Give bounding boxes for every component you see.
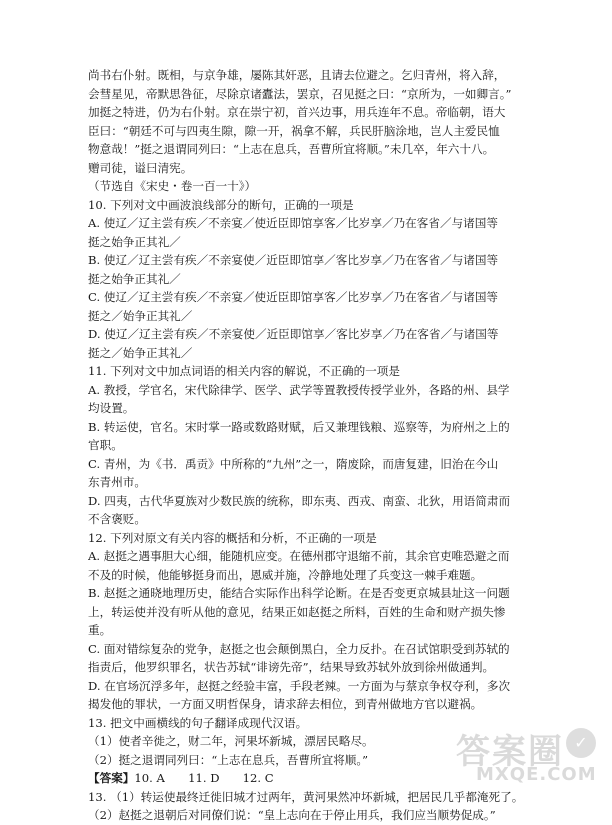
option-b: B. 转运使，官名。宋时掌一路或数路财赋，后又兼理钱粮、巡察等，为府州之上的 — [88, 419, 510, 434]
question-12-stem: 12. 下列对原文有关内容的概括和分析，不正确的一项是 — [88, 530, 377, 545]
option-c-cont: 挺之／始争正其礼／ — [88, 308, 193, 323]
source-note: （节选自《宋史・卷一百一十》） — [88, 179, 257, 193]
option-d: D. 使辽／辽主尝有疾／不亲宴使／近臣即馆享／客比岁享／乃在客省／与诸国等 — [88, 327, 499, 341]
option-a: A. 赵挺之遇事胆大心细，能随机应变。在德州郡守退缩不前，其余官吏唯恐避之而 — [88, 549, 510, 563]
option-c-cont: 指责后，他罗织罪名，状告苏轼“诽谤先帝”，结果导致苏轼外放到徐州做通判。 — [88, 660, 495, 674]
document-body — [88, 66, 528, 825]
answer-13-2: （2）赵挺之退朝后对同僚们说：“皇上志向在于停止用兵，我们应当顺势促成。” — [88, 808, 496, 822]
option-b-cont: 挺之始争正其礼／ — [88, 271, 181, 286]
question-13-item-1: （1）使者辛徙之，财二年，河果坏新城，漂居民略尽。 — [88, 734, 374, 748]
question-13-stem: 13. 把文中画横线的句子翻译成现代汉语。 — [88, 715, 308, 730]
text-line: 臣曰：“朝廷不可与四夷生隙，隙一开，祸拿不解，兵民肝脑涂地，岂人主爱民恤 — [88, 123, 500, 138]
watermark-circle-icon: ✓ — [566, 728, 596, 758]
answer-text: 10. A 11. D 12. C — [134, 771, 274, 785]
option-d: D. 四夷，古代华夏族对少数民族的统称，即东夷、西戎、南蛮、北狄，用语简肃而 — [88, 493, 511, 508]
option-d: D. 在官场沉浮多年，赵挺之经验丰富，手段老辣。一方面为与蔡京争权夺利，多次 — [88, 678, 511, 693]
option-d-cont: 挺之／始争正其礼／ — [88, 345, 193, 360]
watermark-logo — [456, 724, 606, 786]
option-a: A. 使辽／辽主尝有疾／不亲宴／使近臣即馆享客／比岁享／乃在客省／与诸国等 — [88, 216, 498, 230]
question-10-stem: 10. 下列对文中画波浪线部分的断句，正确的一项是 — [88, 197, 354, 212]
option-b-cont: 重。 — [88, 623, 112, 637]
option-b: B. 赵挺之通晓地理历史，能结合实际作出科学论断。在是否变更京城县址这一问题 — [88, 586, 510, 600]
option-a-cont: 挺之始争正其礼／ — [88, 234, 181, 249]
option-b: B. 使辽／辽主尝有疾／不亲宴使／近臣即馆享／客比岁享／乃在客省／与诸国等 — [88, 253, 499, 267]
option-d-cont: 不含褒贬。 — [88, 512, 146, 526]
question-13-item-2: （2）挺之退谓同列曰：“上志在息兵，吾曹所宜将顺。” — [88, 752, 369, 767]
watermark-logo-text: 答案圈 — [456, 732, 564, 772]
option-a-cont: 均设置。 — [88, 401, 135, 415]
option-b-cont: 上，转运使并没有听从他的意见，结果正如赵挺之所料，百姓的生命和财产损失惨 — [88, 604, 506, 619]
text-line: 赠司徒，谥曰清宪。 — [88, 160, 193, 175]
option-a: A. 教授，学官名，宋代除律学、医学、武学等置教授传授学业外，各路的州、县学 — [88, 382, 510, 397]
option-c: C. 面对错综复杂的党争，赵挺之也会颠倒黑白，全力反扑。在召试馆职受到苏轼的 — [88, 641, 510, 656]
option-c: C. 使辽／辽主尝有疾／不亲宴／使近臣即馆享客／比岁享／乃在客省／与诸国等 — [88, 290, 499, 304]
text-line: 会彗星见，帝默思咎征，尽除京诸蠹法，罢京，召见挺之曰：“京所为，一如卿言。” — [88, 86, 512, 101]
answer-13-1: 13. （1）转运使最终迁徙旧城才过两年，黄河果然冲坏新城，把居民几乎都淹死了。 — [88, 789, 524, 804]
option-d-cont: 揭发他的罪状，一方面又明哲保身，请求辞去相位，到青州做地方官以避祸。 — [88, 697, 483, 711]
text-line: 尚书右仆射。既相，与京争雄，屡陈其奸恶，且请去位避之。乞归青州，将入辞， — [88, 68, 506, 82]
answer-label: 【答案】 — [88, 771, 135, 785]
question-11-stem: 11. 下列对文中加点词语的相关内容的解说，不正确的一项是 — [88, 364, 400, 378]
option-c: C. 青州，为《书．禹贡》中所称的“九州”之一，隋废除，而唐复建，旧治在今山 — [88, 456, 499, 471]
option-b-cont: 官职。 — [88, 438, 123, 452]
option-a-cont: 不及的时候，他能够挺身而出，恩威并施，冷静地处理了兵变这一棘手难题。 — [88, 567, 483, 582]
watermark-url: MXQE.COM — [476, 764, 597, 785]
text-line: 加挺之特进，仍为右仆射。京在崇宁初，首兴边事，用兵连年不息。帝临朝，语大 — [88, 105, 506, 119]
option-c-cont: 东青州市。 — [88, 475, 146, 489]
text-line: 物意哉！”挺之退谓同列曰：“上志在息兵，吾曹所宜将顺。”未几卒，年六十八。 — [88, 142, 495, 156]
